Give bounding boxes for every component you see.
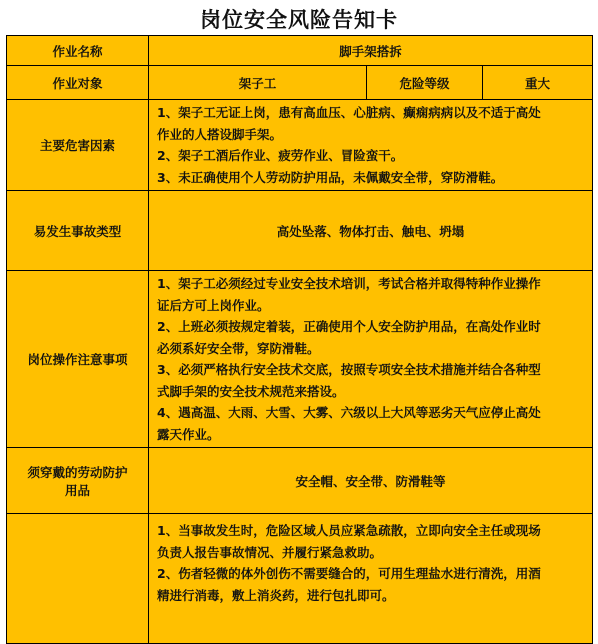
risk-level-value: 重大	[483, 66, 593, 100]
row-precautions	[7, 271, 593, 448]
row-hazards	[7, 100, 593, 191]
emergency-line: 1、当事故发生时，危险区域人员应紧急疏散，立即向安全主任或现场	[157, 523, 541, 538]
hazards-content	[149, 100, 593, 191]
precautions-line: 2、上班必须按规定着装，正确使用个人安全防护用品，在高处作业时	[157, 319, 541, 334]
emergency-line: 2、伤者轻微的体外创伤不需要缝合的，可用生理盐水进行清洗，用酒	[157, 566, 541, 581]
job-name-value: 脚手架搭拆	[149, 36, 593, 66]
precautions-line: 证后方可上岗作业。	[157, 297, 270, 313]
risk-level-label: 危险等级	[367, 66, 483, 100]
precautions-label: 岗位操作注意事项	[7, 271, 149, 448]
ppe-label	[7, 448, 149, 514]
ppe-label-line: 用品	[64, 482, 90, 498]
hazards-label: 主要危害因素	[7, 100, 149, 191]
row-job-name	[7, 36, 593, 66]
ppe-label-line: 须穿戴的劳动防护	[27, 464, 128, 480]
hazards-line: 1、架子工无证上岗，患有高血压、心脏病、癫痫病病以及不适于高处	[157, 105, 541, 120]
precautions-line: 1、架子工必须经过专业安全技术培训，考试合格并取得特种作业操作	[157, 276, 541, 291]
emergency-line: 负责人报告事故情况、并履行紧急救助。	[157, 544, 383, 560]
accident-types-label: 易发生事故类型	[7, 191, 149, 271]
job-name-label: 作业名称	[7, 36, 149, 66]
row-emergency	[7, 514, 593, 644]
hazards-line: 3、未正确使用个人劳动防护用品，未佩戴安全带，穿防滑鞋。	[157, 169, 504, 185]
emergency-line: 精进行消毒，敷上消炎药，进行包扎即可。	[157, 587, 395, 603]
accident-types-value: 高处坠落、物体打击、触电、坍塌	[149, 191, 593, 271]
precautions-content	[149, 271, 593, 448]
precautions-line: 必须系好安全带，穿防滑鞋。	[157, 340, 320, 356]
risk-notice-card	[6, 35, 593, 644]
page-title: 岗位安全风险告知卡	[200, 8, 398, 32]
ppe-value: 安全帽、安全带、防滑鞋等	[149, 448, 593, 514]
hazards-line: 作业的人搭设脚手架。	[157, 126, 283, 142]
row-accident-types	[7, 191, 593, 271]
precautions-line: 露天作业。	[157, 426, 220, 442]
hazards-line: 2、架子工酒后作业、疲劳作业、冒险蛮干。	[157, 148, 404, 163]
precautions-line: 3、必须严格执行安全技术交底，按照专项安全技术措施并结合各种型	[157, 362, 541, 377]
job-target-value: 架子工	[149, 66, 367, 100]
emergency-content	[149, 514, 593, 644]
precautions-line: 4、遇高温、大雨、大雪、大雾、六级以上大风等恶劣天气应停止高处	[157, 405, 541, 420]
job-target-label: 作业对象	[7, 66, 149, 100]
emergency-label	[7, 514, 149, 644]
row-job-target	[7, 66, 593, 100]
precautions-line: 式脚手架的安全技术规范来搭设。	[157, 383, 345, 399]
row-ppe	[7, 448, 593, 514]
